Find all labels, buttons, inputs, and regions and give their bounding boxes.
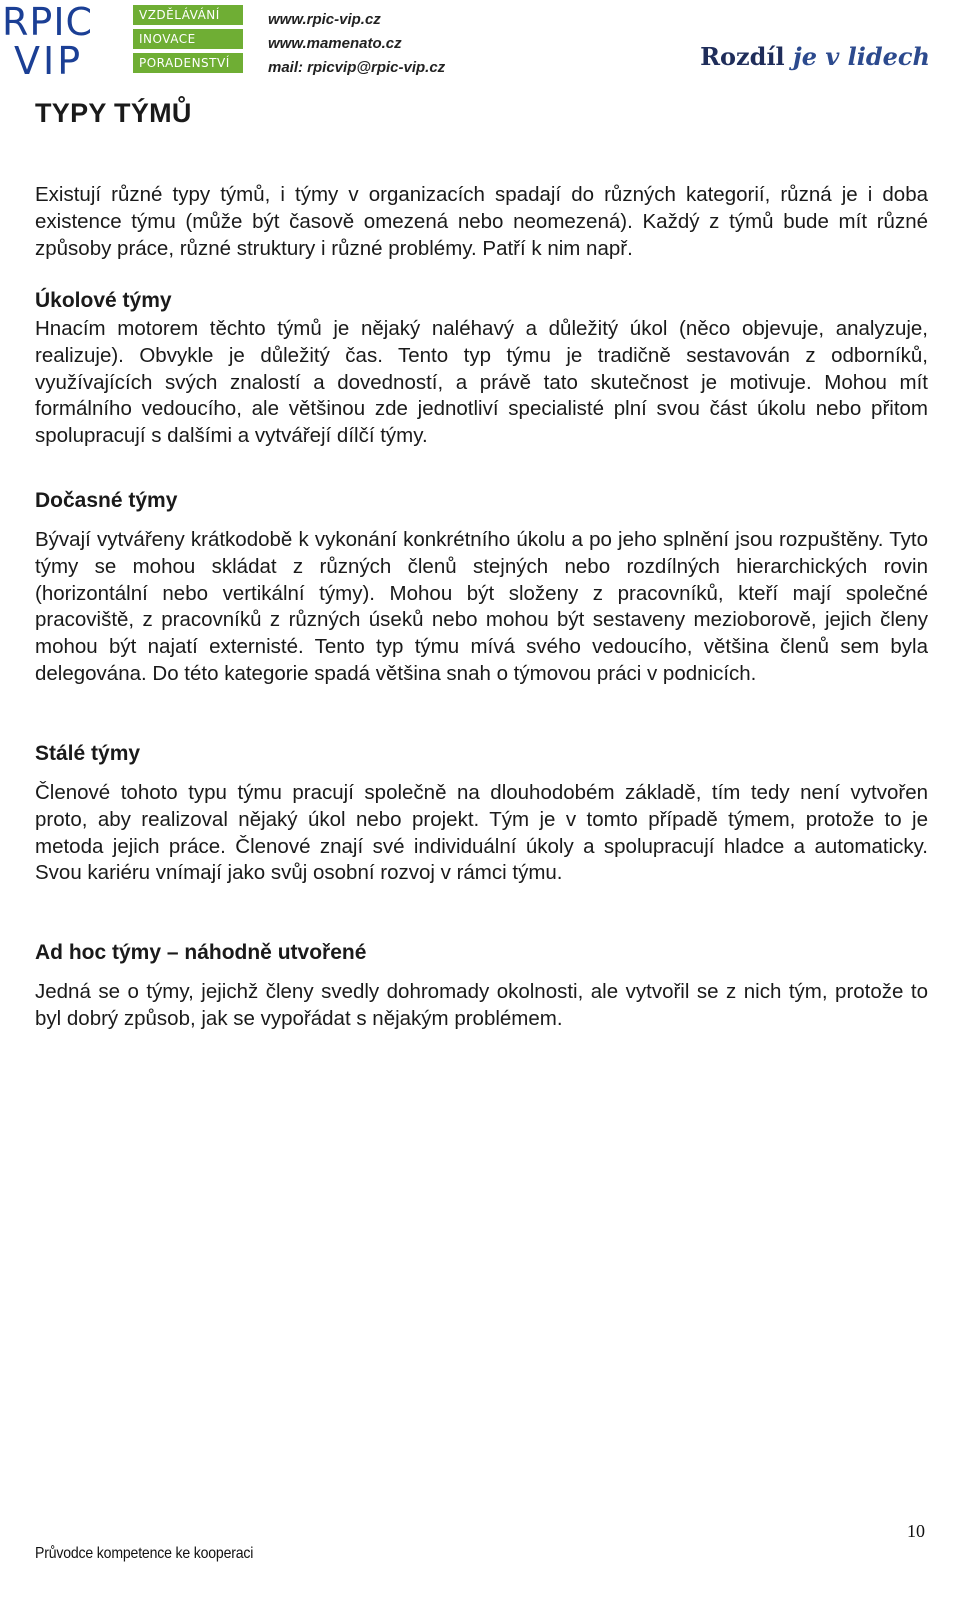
rpic-vip-logo-mark: [0, 2, 120, 80]
intro-paragraph: Existují různé typy týmů, i týmy v organizacích spadají do různých kategorií, různá je i doba existence týmu (může být časově omezená nebo neomezená). Každý z týmů bude mít různé způsoby práce, různé struktury i různé problémy. Patří k nim např.: [35, 183, 928, 260]
section-heading-adhoc: Ad hoc týmy – náhodně utvořené: [35, 941, 367, 964]
tag-inovace: INOVACE: [133, 29, 243, 49]
slogan: [700, 42, 930, 71]
footer-label: Průvodce kompetence ke kooperaci: [35, 1545, 254, 1562]
page-number: 10: [907, 1521, 925, 1541]
section-text-docasne: Bývají vytvářeny krátkodobě k vykonání konkrétního úkolu a po jeho splnění jsou rozpuštěny. Tyto týmy se mohou skládat z různých členů stejných nebo rozdílných hierarchických rovin (horizontální nebo vertikální týmy). Mohou být složeny z pracovníků, kteří mají společné pracoviště, z pracovníků z různých úseků nebo mohou být sestaveny mezioborově, jejich členy mohou být najatí externisté. Tento typ týmu mívá svého vedoucího, většina členů sem byla delegována. Do této kategorie spadá většina snah o týmovou práci v podnicích.: [35, 528, 928, 685]
slogan-accent: je v lidech: [793, 42, 930, 71]
website-link-rpic[interactable]: www.rpic-vip.cz: [268, 11, 381, 28]
page-header: [0, 0, 960, 90]
slogan-main: Rozdíl: [700, 42, 794, 71]
contact-block: [268, 8, 445, 80]
rpic-vip-logo: [0, 2, 120, 80]
logo-line2: VIP: [14, 39, 84, 80]
section-text-ukolove: Hnacím motorem těchto týmů je nějaký naléhavý a důležitý úkol (něco objevuje, analyzuje, realizuje). Obvykle je důležitý čas. Tento typ týmu je tradičně sestavován z odborníků, využívajících svých znalostí a dovedností, a právě tato skutečnost je motivuje. Mohou mít formálního vedoucího, ale většinou zde jednotliví specialisté plní svou část úkolu nebo přitom spolupracují s dalšími a vytvářejí dílčí týmy.: [35, 317, 928, 448]
tag-vzdelavani: VZDĚLÁVÁNÍ: [133, 5, 243, 25]
logo-line1: RPIC: [2, 2, 94, 44]
website-link-mamenato[interactable]: www.mamenato.cz: [268, 35, 402, 52]
section-heading-stale: Stálé týmy: [35, 742, 141, 765]
service-tags: [133, 5, 243, 77]
page-title: TYPY TÝMŮ: [35, 98, 192, 128]
section-text-stale: Členové tohoto typu týmu pracují společně na dlouhodobém základě, tím tedy není vytvořen proto, aby realizoval nějaký úkol nebo projekt. Tým je v tomto případě týmem, protože to je metoda jejich práce. Členové znají své individuální úkoly a spolupracují hladce a automaticky. Svou kariéru vnímají jako svůj osobní rozvoj v rámci týmu.: [35, 781, 928, 885]
section-heading-docasne: Dočasné týmy: [35, 489, 178, 512]
section-text-adhoc: Jedná se o týmy, jejichž členy svedly dohromady okolnosti, ale vytvořil se z nich tým, protože to byl dobrý způsob, jak se vypořádat s nějakým problémem.: [35, 980, 928, 1030]
email-link[interactable]: mail: rpicvip@rpic-vip.cz: [268, 59, 446, 76]
section-heading-ukolove: Úkolové týmy: [35, 289, 172, 312]
tag-poradenstvi: PORADENSTVÍ: [133, 53, 243, 73]
